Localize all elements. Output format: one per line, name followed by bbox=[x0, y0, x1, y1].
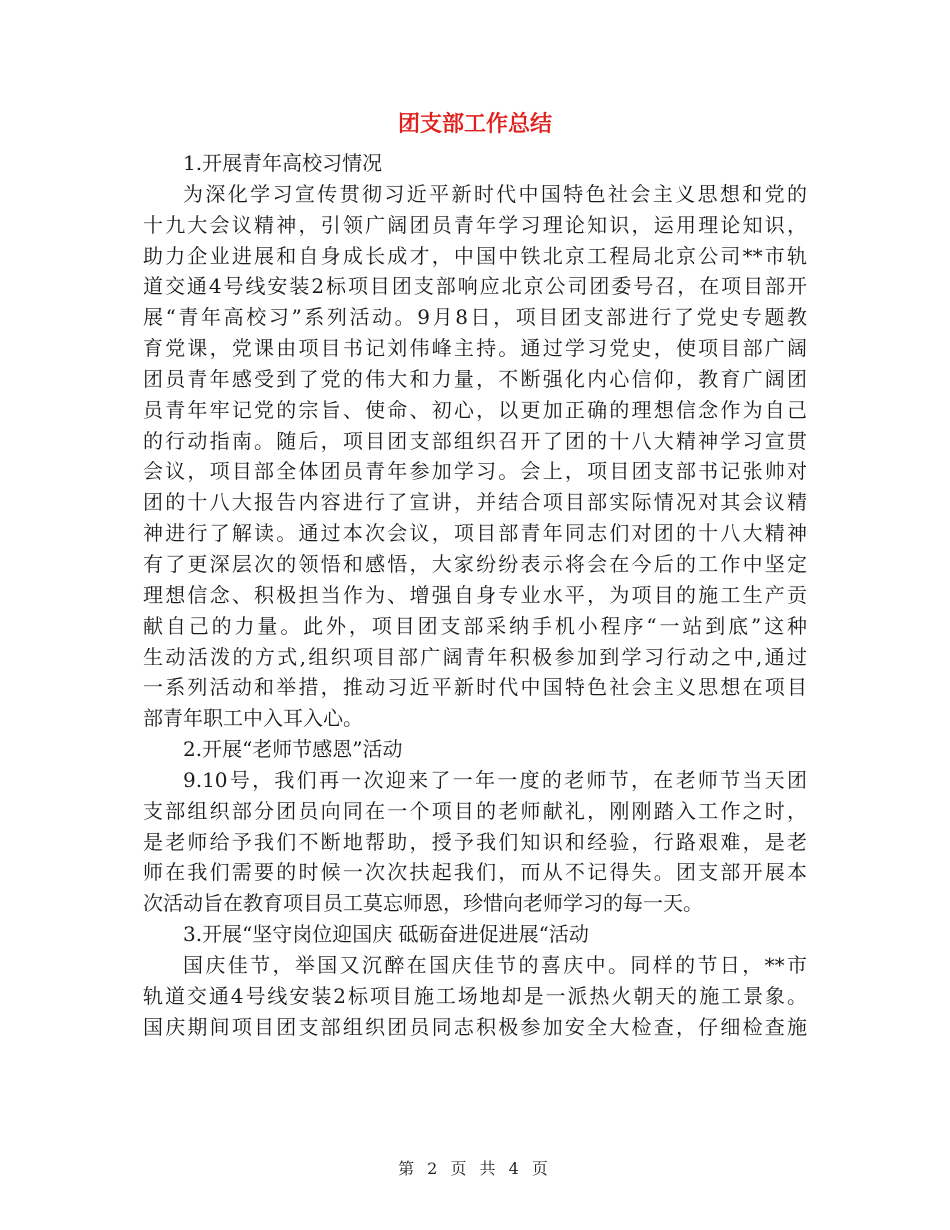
paragraph-1-line: 献自己的力量。此外，项目团支部采纳手机小程序“一站到底”这种 bbox=[143, 613, 807, 638]
paragraph-3-line: 国庆佳节，举国又沉醉在国庆佳节的喜庆中。同样的节日，**市 bbox=[183, 952, 807, 977]
paragraph-1-line: 团员青年感受到了党的伟大和力量，不断强化内心信仰，教育广阔团 bbox=[143, 366, 807, 391]
paragraph-1-line: 有了更深层次的领悟和感悟，大家纷纷表示将会在今后的工作中坚定 bbox=[143, 551, 807, 576]
paragraph-1-line: 助力企业进展和自身成长成才，中国中铁北京工程局北京公司**市轨 bbox=[143, 243, 807, 268]
paragraph-1-line: 一系列活动和举措，推动习近平新时代中国特色社会主义思想在项目 bbox=[143, 675, 807, 700]
paragraph-1-line: 育党课，党课由项目书记刘伟峰主持。通过学习党史，使项目部广阔 bbox=[143, 336, 807, 361]
paragraph-1-line: 的行动指南。随后，项目团支部组织召开了团的十八大精神学习宣贯 bbox=[143, 428, 807, 453]
document-title: 团支部工作总结 bbox=[397, 112, 552, 137]
paragraph-1-line: 理想信念、积极担当作为、增强自身专业水平，为项目的施工生产贡 bbox=[143, 582, 807, 607]
paragraph-1-line: 展“青年高校习”系列活动。9月8日，项目团支部进行了党史专题教 bbox=[143, 305, 807, 330]
paragraph-2-line: 9.10号，我们再一次迎来了一年一度的老师节，在老师节当天团 bbox=[183, 767, 807, 792]
paragraph-2-line: 师在我们需要的时候一次次扶起我们，而从不记得失。团支部开展本 bbox=[143, 860, 807, 885]
paragraph-2-line: 是老师给予我们不断地帮助，授予我们知识和经验，行路艰难，是老 bbox=[143, 829, 807, 854]
paragraph-1-line: 为深化学习宣传贯彻习近平新时代中国特色社会主义思想和党的 bbox=[183, 181, 807, 206]
paragraph-1-line: 神进行了解读。通过本次会议，项目部青年同志们对团的十八大精神 bbox=[143, 521, 807, 546]
paragraph-1-line: 会议，项目部全体团员青年参加学习。会上，项目团支部书记张帅对 bbox=[143, 459, 807, 484]
paragraph-1-line: 团的十八大报告内容进行了宣讲，并结合项目部实际情况对其会议精 bbox=[143, 490, 807, 515]
paragraph-1-line: 员青年牢记党的宗旨、使命、初心，以更加正确的理想信念作为自己 bbox=[143, 397, 807, 422]
document-body bbox=[143, 148, 807, 1042]
paragraph-1-line: 道交通4号线安装2标项目团支部响应北京公司团委号召，在项目部开 bbox=[143, 274, 807, 299]
paragraph-3-line: 轨道交通4号线安装2标项目施工场地却是一派热火朝天的施工景象。 bbox=[143, 983, 807, 1008]
section-heading-2: 2.开展“老师节感恩”活动 bbox=[183, 737, 403, 762]
page-footer: 第 2 页 共 4 页 bbox=[398, 1159, 552, 1178]
section-heading-1: 1.开展青年高校习情况 bbox=[183, 151, 383, 175]
section-heading-3: 3.开展“坚守岗位迎国庆 砥砺奋进促进展“活动 bbox=[183, 922, 589, 947]
paragraph-1-line: 十九大会议精神，引领广阔团员青年学习理论知识，运用理论知识， bbox=[143, 212, 807, 237]
paragraph-2-line: 次活动旨在教育项目员工莫忘师恩，珍惜向老师学习的每一天。 bbox=[143, 891, 703, 916]
paragraph-1-line: 部青年职工中入耳入心。 bbox=[143, 706, 363, 731]
paragraph-1-line: 生动活泼的方式,组织项目部广阔青年积极参加到学习行动之中,通过 bbox=[143, 644, 807, 669]
paragraph-2-line: 支部组织部分团员向同在一个项目的老师献礼，刚刚踏入工作之时， bbox=[143, 798, 807, 823]
paragraph-3-line: 国庆期间项目团支部组织团员同志积极参加安全大检查，仔细检查施 bbox=[143, 1014, 807, 1039]
